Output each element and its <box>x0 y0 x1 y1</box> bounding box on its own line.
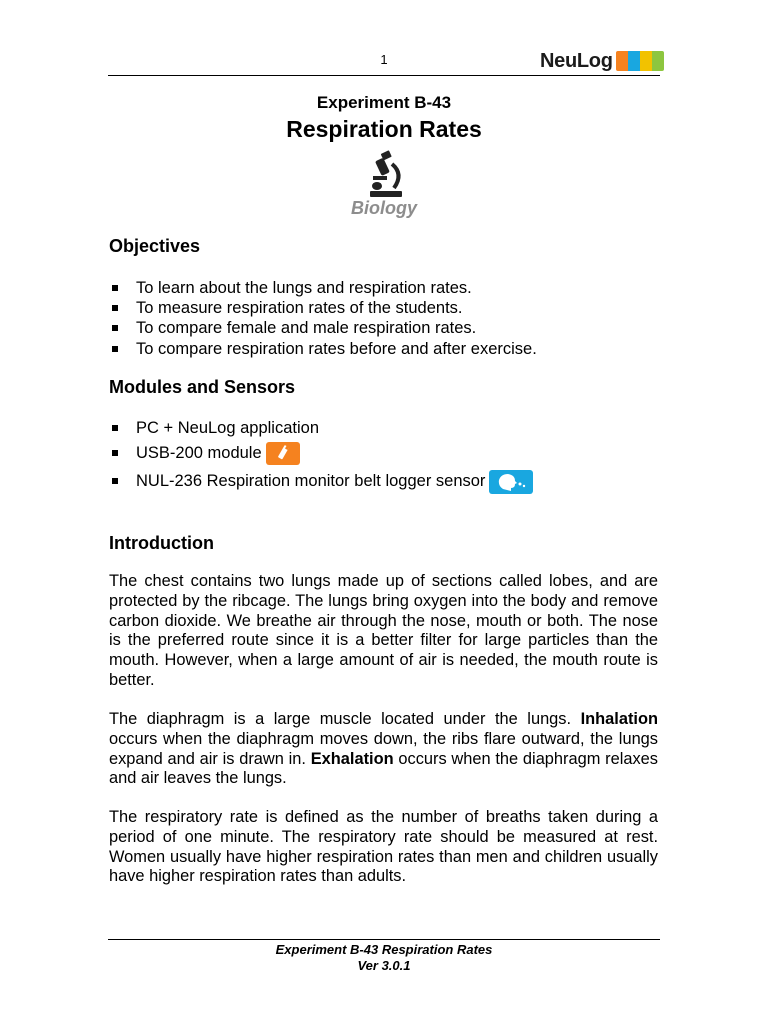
list-item <box>109 339 537 359</box>
list-item <box>109 318 537 338</box>
intro-paragraph-2 <box>109 710 658 789</box>
module-text: NUL-236 Respiration monitor belt logger sensor <box>136 472 486 491</box>
page-number: 1 <box>380 52 388 67</box>
objective-text: To learn about the lungs and respiration rates. <box>136 279 472 297</box>
list-item <box>109 468 533 494</box>
list-item <box>109 278 537 298</box>
bullet-icon <box>112 325 118 331</box>
footer-version: Ver 3.0.1 <box>357 958 411 973</box>
logo-text: NeuLog <box>540 49 613 72</box>
neulog-logo <box>540 48 664 74</box>
bullet-icon <box>112 305 118 311</box>
list-item <box>109 418 533 438</box>
usb-module-icon <box>266 442 300 465</box>
objective-text: To compare respiration rates before and after exercise. <box>136 339 537 358</box>
modules-heading: Modules and Sensors <box>109 377 296 397</box>
page-title: Respiration Rates <box>286 116 482 142</box>
experiment-number: Experiment B-43 <box>316 93 452 112</box>
footer-rule <box>108 939 660 940</box>
intro-paragraph-3: The respiratory rate is defined as the number of breaths taken during a period of one minute. The respiratory rate should be measured at rest. Women usually have higher respiration rates than men and children usually have higher respiration rates than adults. <box>109 808 658 886</box>
objective-text: To compare female and male respiration rates. <box>136 319 477 338</box>
bullet-icon <box>112 346 118 352</box>
bullet-icon <box>112 425 118 431</box>
bullet-icon <box>112 478 118 484</box>
microscope-icon <box>364 150 408 198</box>
respiration-sensor-icon <box>489 470 533 494</box>
intro-paragraph-1: The chest contains two lungs made up of sections called lobes, and are protected by the ribcage. The lungs bring oxygen into the body and remove carbon dioxide. We breathe air through the nose, mouth or both. The nose is the preferred route since it is a better filter for large particles than the mouth. However, when a large amount of air is needed, the mouth route is better. <box>109 572 658 689</box>
objective-text: To measure respiration rates of the students. <box>136 299 463 318</box>
module-text: PC + NeuLog application <box>136 419 319 437</box>
inhalation-term: Inhalation <box>580 710 658 728</box>
list-item <box>109 298 537 318</box>
list-item <box>109 440 533 466</box>
paragraph-text: occurs when the diaphragm relaxes and air leaves the lungs. <box>109 749 658 788</box>
paragraph-text: occurs when the diaphragm moves down, the ribs flare outward, the lungs expand and air is drawn in. <box>109 729 658 768</box>
module-text: USB-200 module <box>136 444 262 463</box>
modules-list <box>109 418 533 494</box>
header-rule <box>108 75 660 76</box>
introduction-heading: Introduction <box>109 533 214 553</box>
subject-label: Biology <box>351 198 417 218</box>
paragraph-text: The diaphragm is a large muscle located under the lungs. <box>109 710 572 728</box>
logo-blocks-icon <box>616 51 664 71</box>
objectives-list <box>109 278 537 359</box>
bullet-icon <box>112 450 118 456</box>
bullet-icon <box>112 285 118 291</box>
exhalation-term: Exhalation <box>310 749 394 768</box>
footer-title: Experiment B-43 Respiration Rates <box>275 942 493 957</box>
objectives-heading: Objectives <box>109 236 201 256</box>
